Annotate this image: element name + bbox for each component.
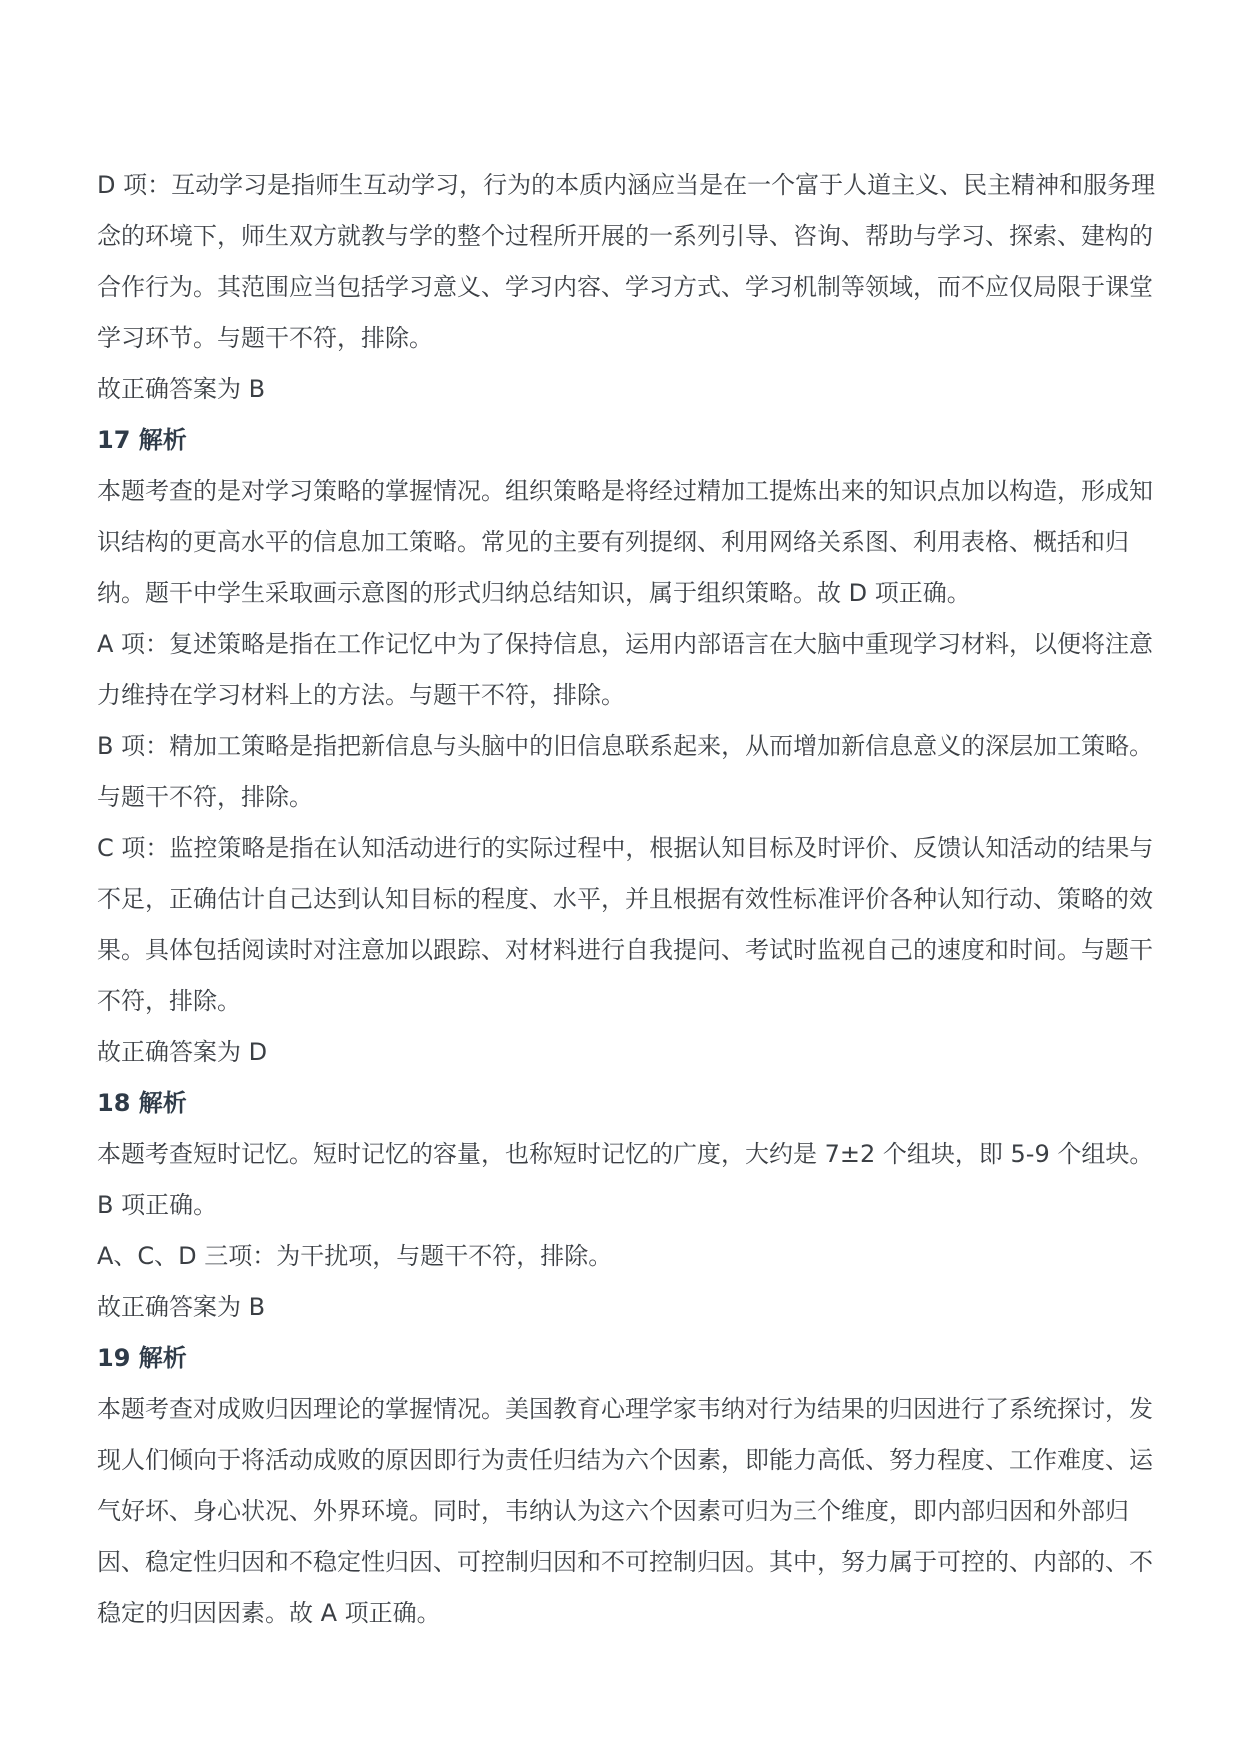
paragraph-18-acd-option: A、C、D 三项：为干扰项，与题干不符，排除。 [97, 1242, 613, 1270]
heading-19-analysis: 19 解析 [97, 1344, 187, 1372]
heading-18-analysis: 18 解析 [97, 1089, 187, 1117]
paragraph-d-option-16: D 项：互动学习是指师生互动学习，行为的本质内涵应当是在一个富于人道主义、民主精神和服务理念的环境下，师生双方就教与学的整个过程所开展的一系列引导、咨询、帮助与学习、探索、建构的合作行为。其范围应当包括学习意义、学习内容、学习方式、学习机制等领域，而不应仅局限于课堂学习环节。与题干不符，排除。 [97, 171, 1156, 352]
paragraph-19-intro: 本题考查对成败归因理论的掌握情况。美国教育心理学家韦纳对行为结果的归因进行了系统探讨，发现人们倾向于将活动成败的原因即行为责任归结为六个因素，即能力高低、努力程度、工作难度、运气好坏、身心状况、外界环境。同时，韦纳认为这六个因素可归为三个维度，即内部归因和外部归因、稳定性归因和不稳定性归因、可控制归因和不可控制归因。其中，努力属于可控的、内部的、不稳定的归因因素。故 A 项正确。 [97, 1395, 1153, 1627]
answer-16: 故正确答案为 B [97, 375, 266, 403]
paragraph-17-b-option: B 项：精加工策略是指把新信息与头脑中的旧信息联系起来，从而增加新信息意义的深层加工策略。与题干不符，排除。 [97, 732, 1154, 811]
document-body [97, 160, 1159, 1639]
paragraph-18-intro: 本题考查短时记忆。短时记忆的容量，也称短时记忆的广度，大约是 7±2 个组块，即 5-9 个组块。B 项正确。 [97, 1140, 1154, 1219]
answer-18: 故正确答案为 B [97, 1293, 266, 1321]
paragraph-17-a-option: A 项：复述策略是指在工作记忆中为了保持信息，运用内部语言在大脑中重现学习材料，以便将注意力维持在学习材料上的方法。与题干不符，排除。 [97, 630, 1154, 709]
answer-17: 故正确答案为 D [97, 1038, 268, 1066]
paragraph-17-c-option: C 项：监控策略是指在认知活动进行的实际过程中，根据认知目标及时评价、反馈认知活动的结果与不足，正确估计自己达到认知目标的程度、水平，并且根据有效性标准评价各种认知行动、策略的效果。具体包括阅读时对注意加以跟踪、对材料进行自我提问、考试时监视自己的速度和时间。与题干不符，排除。 [97, 834, 1154, 1015]
heading-17-analysis: 17 解析 [97, 426, 187, 454]
paragraph-17-intro: 本题考查的是对学习策略的掌握情况。组织策略是将经过精加工提炼出来的知识点加以构造，形成知识结构的更高水平的信息加工策略。常见的主要有列提纲、利用网络关系图、利用表格、概括和归纳。题干中学生采取画示意图的形式归纳总结知识，属于组织策略。故 D 项正确。 [97, 477, 1153, 607]
